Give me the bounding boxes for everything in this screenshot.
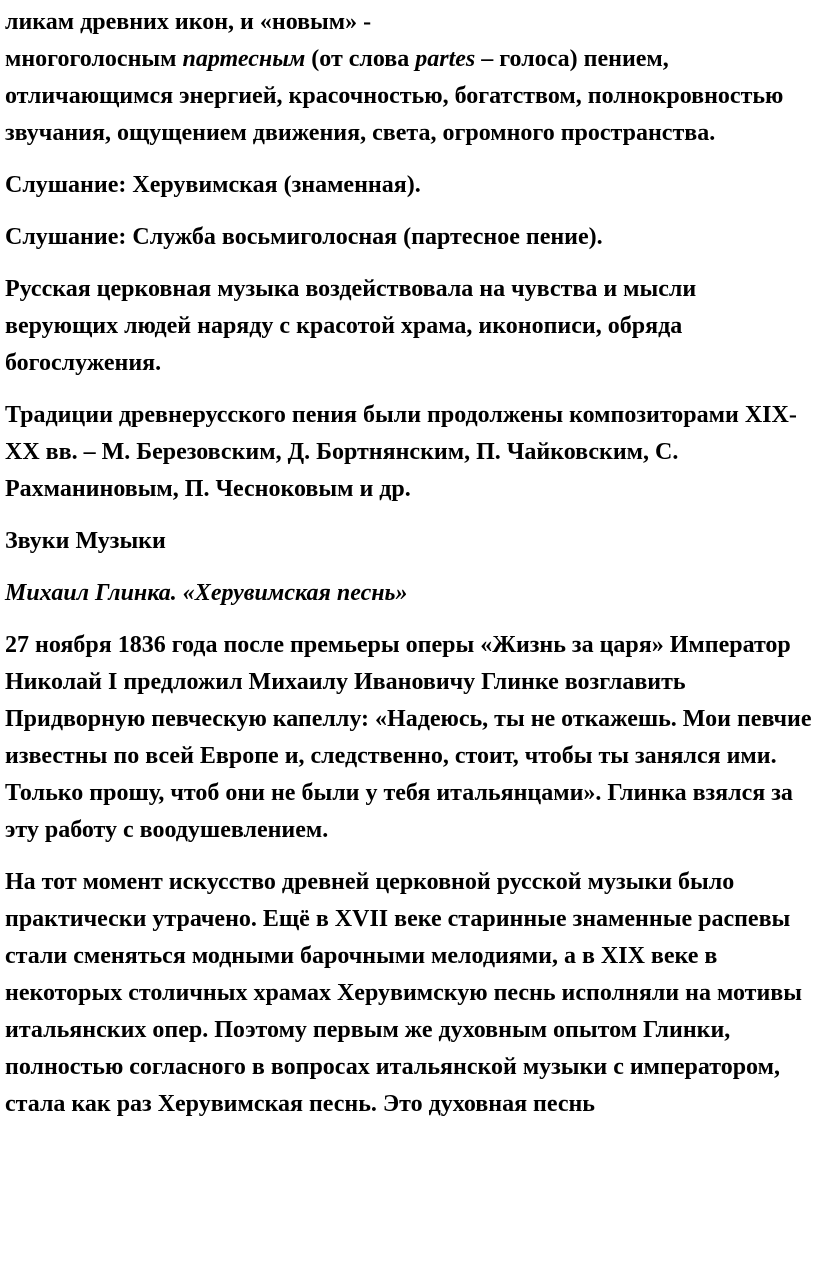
text-partes-italic: партесным [182, 46, 306, 72]
line-old-icons: ликам древних икон, и «новым» - [5, 9, 372, 35]
section-subheading-glinka: Михаил Глинка. «Херувимская песнь» [5, 580, 408, 606]
text-polyphonic: многоголосным [5, 46, 183, 72]
text-from-word: (от слова [305, 46, 416, 72]
paragraph-glinka-history: 27 ноября 1836 года после премьеры оперы «Жизнь за царя» Император Николай I предложил Михаилу Ивановичу Глинке возглавить Придворную певческую капеллу: «Надеюсь, ты не откажешь. Мои певчие известны по всей Европе и, следственно, стоит, чтобы ты занялся ими. Только прошу, чтоб они не были у тебя итальянцами». Глинка взялся за эту работу с воодушевлением. [5, 632, 812, 843]
text-partes-description: – голоса) пением, отличающимся энергией, красочностью, богатством, полнокровностью звучания, ощущением движения, света, огромного пространства. [5, 46, 784, 146]
section-heading-sounds-of-music: Звуки Музыки [5, 528, 166, 554]
paragraph-listening-cherubic: Слушание: Херувимская (знаменная). [5, 172, 421, 198]
paragraph-lost-art: На тот момент искусство древней церковной русской музыки было практически утрачено. Ещё в XVII веке старинные знаменные распевы стали сменяться модными барочными мелодиями, а в XIX веке в некоторых столичных храмах Херувимскую песнь исполняли на мотивы итальянских опер. Поэтому первым же духовным опытом Глинки, полностью согласного в вопросах итальянской музыки с императором, стала как раз Херувимская песнь. Это духовная песнь [5, 869, 802, 1117]
paragraph-partes-singing [5, 4, 812, 152]
text-partes-latin: partes [415, 46, 476, 72]
paragraph-church-music: Русская церковная музыка воздействовала на чувства и мысли верующих людей наряду с красотой храма, иконописи, обряда богослужения. [5, 276, 697, 376]
paragraph-traditions: Традиции древнерусского пения были продолжены композиторами XIX-XX вв. – М. Березовским, Д. Бортнянским, П. Чайковским, С. Рахманиновым, П. Чесноковым и др. [5, 402, 797, 502]
paragraph-listening-service: Слушание: Служба восьмиголосная (партесное пение). [5, 224, 603, 250]
